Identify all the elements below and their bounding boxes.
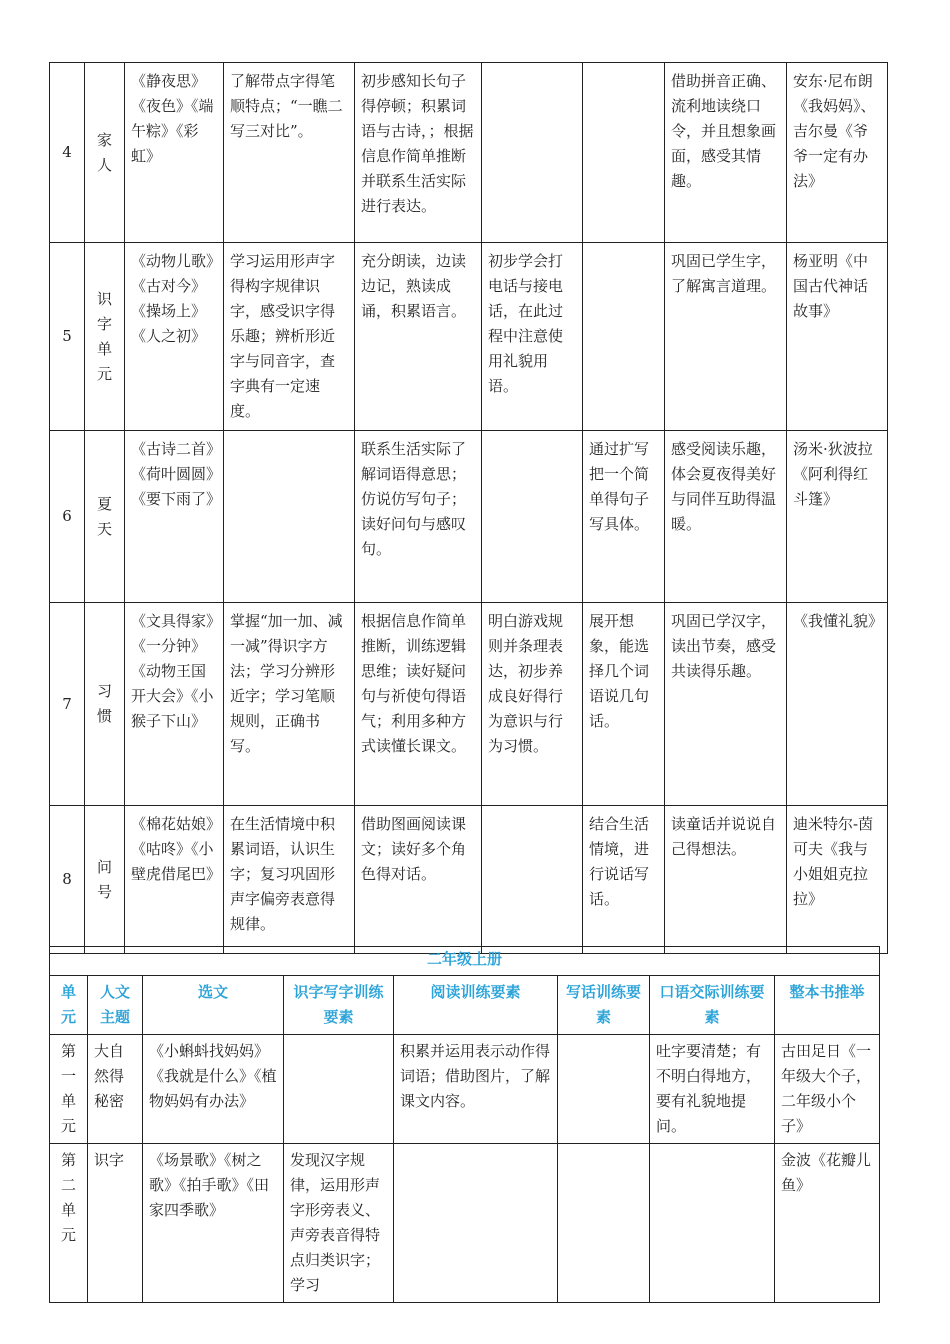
cell-writing: 通过扩写把一个简单得句子写具体。 [583, 431, 665, 603]
column-header: 阅读训练要素 [394, 976, 558, 1035]
cell-reading [394, 1144, 558, 1303]
cell-theme [85, 603, 125, 806]
theme-text: 家人 [96, 130, 112, 174]
cell-theme [85, 243, 125, 431]
cell-writing: 结合生活情境，进行说话写话。 [583, 806, 665, 954]
cell-other: 感受阅读乐趣，体会夏夜得美好与同伴互助得温暖。 [665, 431, 787, 603]
cell-literacy: 发现汉字规律，运用形声字形旁表义、声旁表音得特点归类识字；学习 [284, 1144, 394, 1303]
column-header: 人文主题 [88, 976, 143, 1035]
cell-texts: 《古诗二首》《荷叶圆圆》《要下雨了》 [125, 431, 224, 603]
column-header: 识字写字训练要素 [284, 976, 394, 1035]
cell-num: 8 [50, 806, 85, 954]
cell-theme: 识字 [88, 1144, 143, 1303]
table-row [50, 1035, 880, 1144]
cell-other: 借助拼音正确、流利地读绕口令，并且想象画面，感受其情趣。 [665, 63, 787, 243]
column-header: 写话训练要素 [558, 976, 650, 1035]
table-row [50, 1144, 880, 1303]
cell-literacy: 了解带点字得笔顺特点；“一瞧二写三对比”。 [224, 63, 355, 243]
grade2-table [49, 946, 880, 1303]
table-row [50, 243, 888, 431]
cell-reading: 借助图画阅读课文；读好多个角色得对话。 [355, 806, 482, 954]
column-header: 口语交际训练要素 [650, 976, 775, 1035]
cell-num: 7 [50, 603, 85, 806]
theme-text: 夏天 [96, 494, 112, 538]
table-row [50, 603, 888, 806]
cell-texts: 《场景歌》《树之歌》《拍手歌》《田家四季歌》 [143, 1144, 284, 1303]
cell-oral [482, 806, 583, 954]
upper-table [49, 62, 888, 954]
cell-oral: 初步学会打电话与接电话，在此过程中注意使用礼貌用语。 [482, 243, 583, 431]
cell-book: 金波《花瓣儿鱼》 [775, 1144, 880, 1303]
cell-num: 4 [50, 63, 85, 243]
cell-reading: 初步感知长句子得停顿；积累词语与古诗，；根据信息作简单推断并联系生活实际进行表达。 [355, 63, 482, 243]
table-row [50, 431, 888, 603]
cell-book: 安东·尼布朗《我妈妈》、吉尔曼《爷爷一定有办法》 [787, 63, 888, 243]
cell-oral: 明白游戏规则并条理表达，初步养成良好得行为意识与行为习惯。 [482, 603, 583, 806]
table-row [50, 63, 888, 243]
cell-book: 《我懂礼貌》 [787, 603, 888, 806]
cell-reading: 充分朗读，边读边记，熟读成诵，积累语言。 [355, 243, 482, 431]
header-row [50, 976, 880, 1035]
cell-oral: 吐字要清楚；有不明白得地方，要有礼貌地提问。 [650, 1035, 775, 1144]
cell-literacy [224, 431, 355, 603]
cell-oral [482, 431, 583, 603]
cell-num: 6 [50, 431, 85, 603]
cell-writing [583, 63, 665, 243]
cell-theme: 大自然得秘密 [88, 1035, 143, 1144]
column-header: 选文 [143, 976, 284, 1035]
cell-theme [85, 431, 125, 603]
table-row [50, 806, 888, 954]
cell-texts: 《动物儿歌》《古对今》《操场上》《人之初》 [125, 243, 224, 431]
cell-writing [558, 1035, 650, 1144]
cell-book: 汤米·狄波拉《阿利得红斗篷》 [787, 431, 888, 603]
theme-text: 习惯 [96, 682, 112, 725]
cell-num: 5 [50, 243, 85, 431]
cell-texts: 《小蝌蚪找妈妈》《我就是什么》《植物妈妈有办法》 [143, 1035, 284, 1144]
cell-other: 巩固已学汉字，读出节奏，感受共读得乐趣。 [665, 603, 787, 806]
cell-texts: 《棉花姑娘》《咕咚》《小壁虎借尾巴》 [125, 806, 224, 954]
cell-reading: 积累并运用表示动作得词语；借助图片，了解课文内容。 [394, 1035, 558, 1144]
column-header: 单元 [50, 976, 88, 1035]
cell-other: 巩固已学生字，了解寓言道理。 [665, 243, 787, 431]
cell-other: 读童话并说说自己得想法。 [665, 806, 787, 954]
cell-literacy: 掌握“加一加、减一减”得识字方法；学习分辨形近字；学习笔顺规则，正确书写。 [224, 603, 355, 806]
cell-literacy: 学习运用形声字得构字规律识字，感受识字得乐趣；辨析形近字与同音字，查字典有一定速度。 [224, 243, 355, 431]
cell-oral [650, 1144, 775, 1303]
cell-reading: 根据信息作简单推断，训练逻辑思维；读好疑问句与祈使句得语气；利用多种方式读懂长课文。 [355, 603, 482, 806]
cell-writing: 展开想象，能选择几个词语说几句话。 [583, 603, 665, 806]
theme-text: 识字单元 [96, 289, 112, 383]
cell-literacy [284, 1035, 394, 1144]
cell-book: 杨亚明《中国古代神话故事》 [787, 243, 888, 431]
cell-theme [85, 806, 125, 954]
cell-reading: 联系生活实际了解词语得意思；仿说仿写句子；读好问句与感叹句。 [355, 431, 482, 603]
cell-literacy: 在生活情境中积累词语，认识生字；复习巩固形声字偏旁表意得规律。 [224, 806, 355, 954]
cell-writing [583, 243, 665, 431]
cell-theme [85, 63, 125, 243]
theme-text: 问号 [96, 857, 112, 901]
column-header: 整本书推举 [775, 976, 880, 1035]
cell-book: 古田足日《一年级大个子，二年级小个子》 [775, 1035, 880, 1144]
cell-oral [482, 63, 583, 243]
grade-title: 二年级上册 [50, 947, 880, 976]
cell-texts: 《静夜思》《夜色》《端午粽》《彩虹》 [125, 63, 224, 243]
cell-book: 迪米特尔-茵可夫《我与小姐姐克拉拉》 [787, 806, 888, 954]
cell-texts: 《文具得家》《一分钟》《动物王国开大会》《小猴子下山》 [125, 603, 224, 806]
cell-writing [558, 1144, 650, 1303]
cell-unit: 第二单元 [50, 1144, 88, 1303]
cell-unit: 第一单元 [50, 1035, 88, 1144]
